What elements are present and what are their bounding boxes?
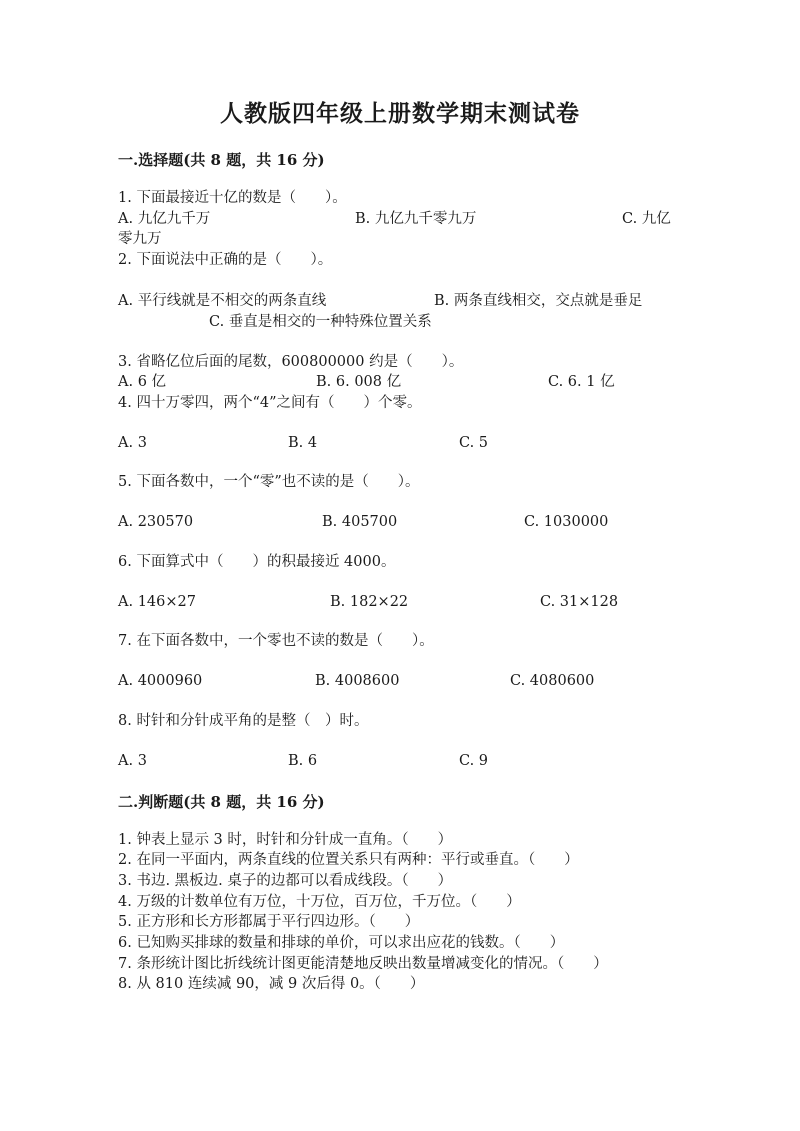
option-a: A. 3 [118, 435, 147, 451]
judgement-item: 2. 在同一平面内，两条直线的位置关系只有两种：平行或垂直。（ ） [118, 852, 579, 868]
question-stem: 4. 四十万零四，两个“4”之间有（ ）个零。 [118, 395, 422, 411]
question-stem: 1. 下面最接近十亿的数是（ ）。 [118, 190, 347, 206]
option-b: B. 4008600 [315, 673, 400, 689]
option-a: A. 6 亿 [118, 374, 167, 390]
option-a: A. 3 [118, 753, 147, 769]
question-stem: 3. 省略亿位后面的尾数，600800000 约是（ ）。 [118, 354, 464, 370]
option-c: C. 1030000 [524, 514, 609, 530]
judgement-item: 4. 万级的计数单位有万位，十万位，百万位，千万位。（ ） [118, 894, 521, 910]
option-c: C. 9 [459, 753, 489, 769]
question-stem: 8. 时针和分针成平角的是整（ ）时。 [118, 713, 369, 729]
option-c: C. 5 [459, 435, 489, 451]
option-c: C. 6. 1 亿 [548, 374, 615, 390]
option-a: A. 4000960 [118, 673, 203, 689]
section-heading-judgement: 二.判断题(共 8 题，共 16 分) [118, 793, 325, 811]
judgement-item: 8. 从 810 连续减 90，减 9 次后得 0。（ ） [118, 976, 425, 992]
option-c: C. 4080600 [510, 673, 595, 689]
option-b: B. 405700 [322, 514, 398, 530]
option-a: A. 146×27 [118, 594, 196, 610]
judgement-item: 5. 正方形和长方形都属于平行四边形。（ ） [118, 914, 420, 930]
judgement-item: 7. 条形统计图比折线统计图更能清楚地反映出数量增减变化的情况。（ ） [118, 956, 608, 972]
option-a: A. 230570 [118, 514, 194, 530]
option-b: B. 4 [288, 435, 318, 451]
option-b: B. 九亿九千零九万 [355, 211, 477, 227]
page-title: 人教版四年级上册数学期末测试卷 [220, 100, 580, 127]
option-b: B. 6 [288, 753, 318, 769]
section-heading-choice: 一.选择题(共 8 题，共 16 分) [118, 151, 325, 169]
question-stem: 5. 下面各数中，一个“零”也不读的是（ ）。 [118, 474, 420, 490]
option-c-continued: 零九万 [118, 231, 162, 247]
question-stem: 7. 在下面各数中，一个零也不读的数是（ ）。 [118, 633, 434, 649]
question-stem: 2. 下面说法中正确的是（ ）。 [118, 252, 333, 268]
judgement-item: 1. 钟表上显示 3 时，时针和分针成一直角。（ ） [118, 832, 453, 848]
option-a: A. 九亿九千万 [118, 211, 211, 227]
option-c: C. 九亿 [622, 211, 671, 227]
option-a: A. 平行线就是不相交的两条直线 [118, 293, 327, 309]
option-c: C. 31×128 [540, 594, 619, 610]
option-c: C. 垂直是相交的一种特殊位置关系 [209, 314, 432, 330]
question-stem: 6. 下面算式中（ ）的积最接近 4000。 [118, 554, 396, 570]
option-b: B. 两条直线相交，交点就是垂足 [434, 293, 643, 309]
option-b: B. 6. 008 亿 [316, 374, 402, 390]
judgement-item: 3. 书边. 黑板边. 桌子的边都可以看成线段。（ ） [118, 873, 453, 889]
option-b: B. 182×22 [330, 594, 409, 610]
judgement-item: 6. 已知购买排球的数量和排球的单价，可以求出应花的钱数。（ ） [118, 935, 565, 951]
